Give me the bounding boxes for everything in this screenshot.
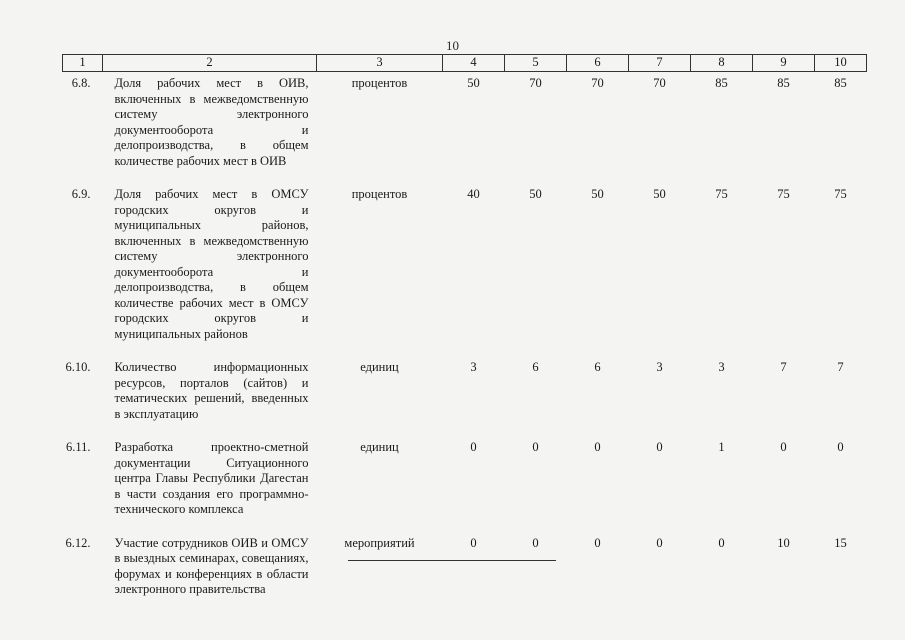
row-number: 6.9. (71, 187, 91, 201)
value-cell: 0 (656, 535, 663, 550)
table-row (63, 72, 867, 184)
row-number: 6.11. (65, 440, 91, 454)
column-number-row (63, 55, 867, 72)
column-header: 5 (505, 55, 567, 72)
row-number: 6.10. (65, 360, 91, 374)
value-cell: 0 (780, 440, 787, 454)
table-row (63, 356, 867, 436)
value-cell: 75 (834, 187, 847, 201)
value-cell: 1 (718, 440, 725, 454)
column-header: 8 (691, 55, 753, 72)
value-cell: 15 (834, 535, 847, 550)
indicator-name: Доля рабочих мест в ОМСУ городских округов и муниципальных районов, включенных в межведомственную систему электронного документооборота и делопроизводства, в общем количестве рабочих мест в ОМСУ городских округов и муниципальных районов (114, 187, 309, 341)
unit: мероприятий (344, 535, 415, 550)
value-cell: 10 (777, 535, 790, 550)
column-header: 2 (103, 55, 317, 72)
column-header: 1 (63, 55, 103, 72)
value-cell: 7 (780, 360, 787, 374)
value-cell: 0 (470, 535, 477, 550)
table-row (63, 183, 867, 356)
value-cell: 50 (467, 76, 480, 90)
value-cell: 75 (777, 187, 790, 201)
value-cell: 85 (715, 76, 728, 90)
column-header: 6 (567, 55, 629, 72)
table-row (63, 532, 867, 612)
table-row (63, 436, 867, 532)
column-header: 7 (629, 55, 691, 72)
value-cell: 6 (594, 360, 601, 374)
column-header: 10 (815, 55, 867, 72)
value-cell: 50 (529, 187, 542, 201)
value-cell: 0 (656, 440, 663, 454)
column-header: 9 (753, 55, 815, 72)
indicators-table (62, 54, 867, 612)
value-cell: 6 (532, 360, 539, 374)
value-cell: 0 (718, 535, 725, 550)
indicator-name: Доля рабочих мест в ОИВ, включенных в межведомственную систему электронного документооборота и делопроизводства, в общем количестве рабочих мест в ОИВ (114, 76, 309, 168)
value-cell: 0 (532, 440, 539, 454)
value-cell: 0 (837, 440, 844, 454)
indicator-name: Количество информационных ресурсов, порталов (сайтов) и тематических решений, введенных в эксплуатацию (114, 360, 309, 421)
row-number: 6.8. (71, 76, 91, 90)
value-cell: 0 (594, 535, 601, 550)
unit: процентов (351, 76, 408, 90)
value-cell: 7 (837, 360, 844, 374)
value-cell: 40 (467, 187, 480, 201)
value-cell: 85 (834, 76, 847, 90)
value-cell: 50 (591, 187, 604, 201)
value-cell: 70 (591, 76, 604, 90)
column-header: 3 (317, 55, 443, 72)
value-cell: 0 (470, 440, 477, 454)
value-cell: 3 (656, 360, 663, 374)
value-cell: 70 (529, 76, 542, 90)
value-cell: 0 (532, 535, 539, 550)
value-cell: 0 (594, 440, 601, 454)
end-divider-line (348, 560, 556, 561)
unit: единиц (360, 440, 399, 454)
value-cell: 70 (653, 76, 666, 90)
value-cell: 3 (718, 360, 725, 374)
value-cell: 3 (470, 360, 477, 374)
row-number: 6.12. (65, 535, 91, 550)
indicator-name: Разработка проектно-сметной документации Ситуационного центра Главы Республики Дагестан в части создания его программно-технического комплекса (114, 440, 309, 516)
indicator-name: Участие сотрудников ОИВ и ОМСУ в выездных семинарах, совещаниях, форумах и конференциях в области электронного правительства (114, 535, 309, 596)
column-header: 4 (443, 55, 505, 72)
value-cell: 85 (777, 76, 790, 90)
unit: единиц (360, 360, 399, 374)
unit: процентов (351, 187, 408, 201)
page-number: 10 (446, 38, 459, 53)
value-cell: 75 (715, 187, 728, 201)
value-cell: 50 (653, 187, 666, 201)
